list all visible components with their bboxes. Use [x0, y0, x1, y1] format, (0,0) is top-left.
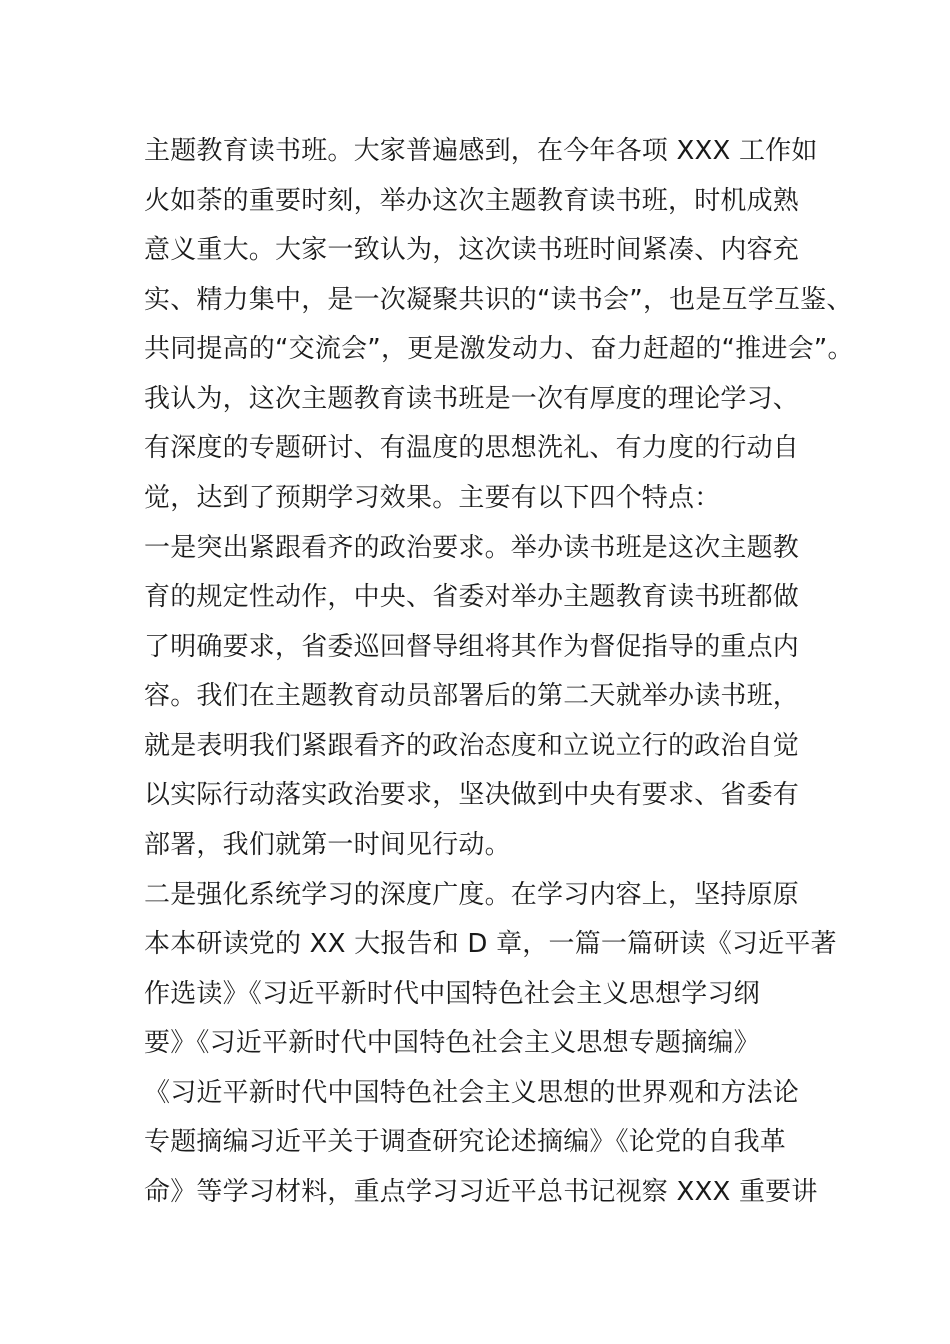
text-line: 一是突出紧跟看齐的政治要求。举办读书班是这次主题教: [144, 533, 800, 563]
text-line: 作选读》《习近平新时代中国特色社会主义思想学习纲: [144, 979, 760, 1009]
text-line: 专题摘编习近平关于调查研究论述摘编》《论党的自我革: [144, 1127, 787, 1157]
text-line: 火如荼的重要时刻，举办这次主题教育读书班，时机成熟: [144, 186, 800, 216]
text-line: 意义重大。大家一致认为，这次读书班时间紧凑、内容充: [144, 235, 800, 265]
text-line: 就是表明我们紧跟看齐的政治态度和立说立行的政治自觉: [144, 731, 800, 761]
text-line: 有深度的专题研讨、有温度的思想洗礼、有力度的行动自: [144, 433, 800, 463]
text-line: 育的规定性动作，中央、省委对举办主题教育读书班都做: [144, 582, 800, 612]
text-line: 实、精力集中，是一次凝聚共识的“读书会”，也是互学互鉴、: [144, 285, 853, 315]
text-line: 共同提高的“交流会”，更是激发动力、奋力赶超的“推进会”。: [144, 334, 854, 364]
text-line: 容。我们在主题教育动员部署后的第二天就举办读书班，: [144, 681, 800, 711]
text-line: 以实际行动落实政治要求，坚决做到中央有要求、省委有: [144, 780, 800, 810]
text-line: 要》《习近平新时代中国特色社会主义思想专题摘编》: [144, 1028, 760, 1058]
text-line: 我认为，这次主题教育读书班是一次有厚度的理论学习、: [144, 384, 800, 414]
text-line: 命》等学习材料，重点学习习近平总书记视察 XXX 重要讲: [144, 1177, 818, 1207]
text-line: 觉，达到了预期学习效果。主要有以下四个特点：: [144, 483, 721, 513]
text-line: 二是强化系统学习的深度广度。在学习内容上，坚持原原: [144, 880, 800, 910]
text-line: 《习近平新时代中国特色社会主义思想的世界观和方法论: [144, 1078, 800, 1108]
text-line: 部署，我们就第一时间见行动。: [144, 830, 511, 860]
text-line: 主题教育读书班。大家普遍感到，在今年各项 XXX 工作如: [144, 136, 818, 166]
text-line: 本本研读党的 XX 大报告和 D 章，一篇一篇研读《习近平著: [144, 929, 837, 959]
text-line: 了明确要求，省委巡回督导组将其作为督促指导的重点内: [144, 632, 800, 662]
